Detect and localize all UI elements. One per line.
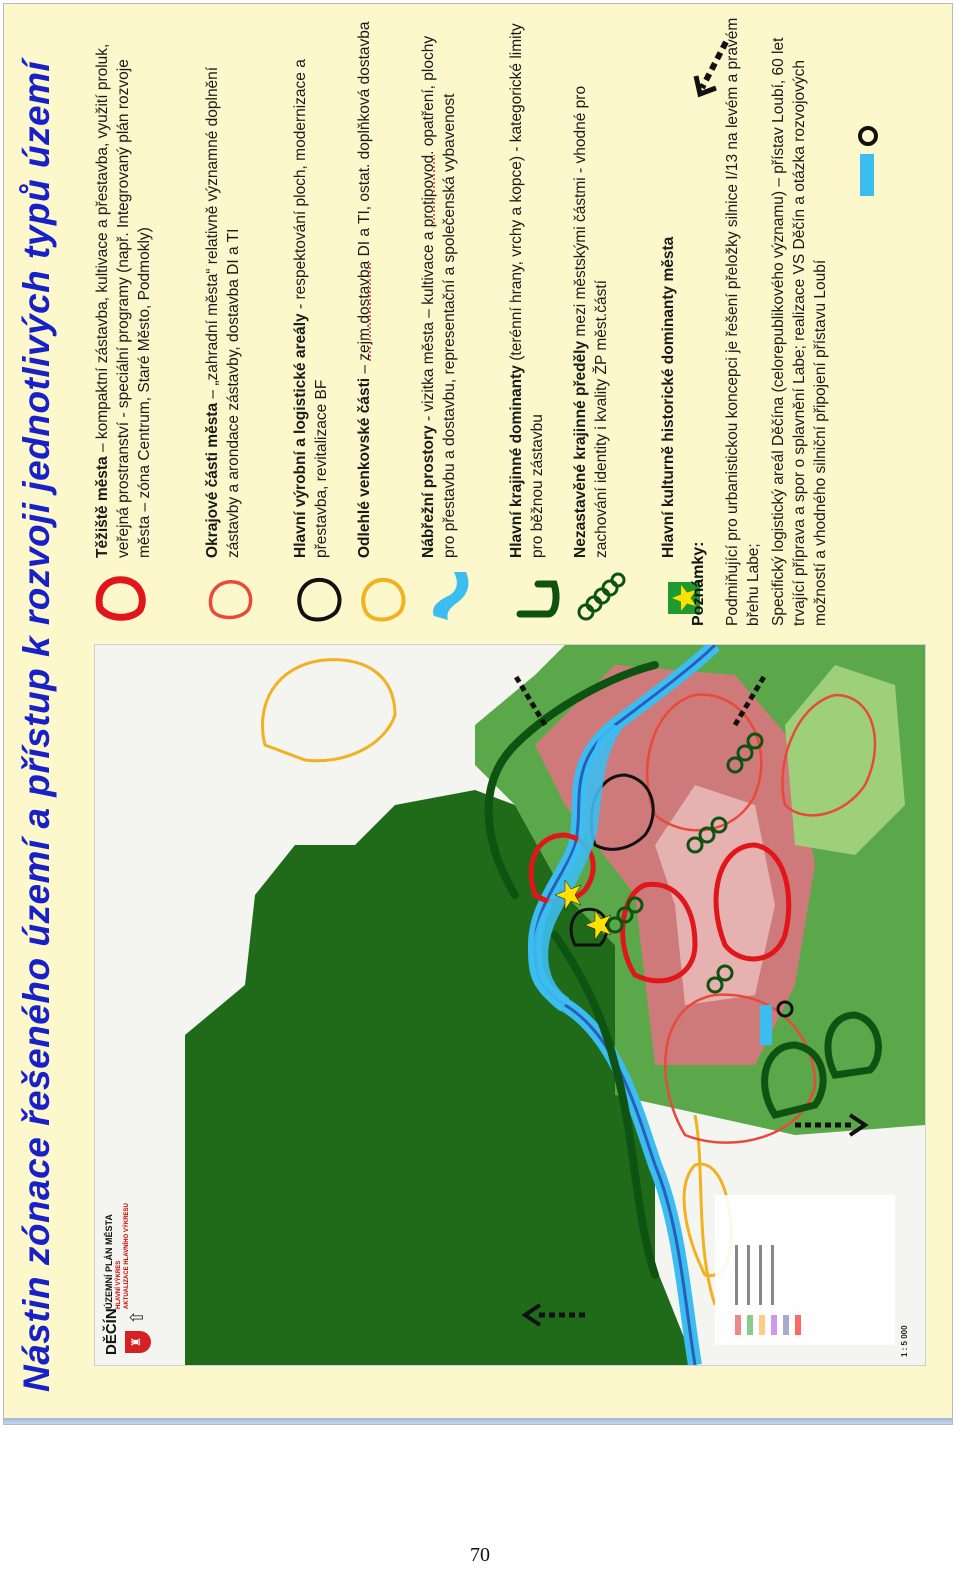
legend-title: Nábřežní prostory (420, 425, 437, 558)
map-subtitle-update: AKTUALIZACE HLAVNÍHO VÝKRESU (124, 1203, 130, 1309)
north-arrow-icon: ⇧ (127, 1309, 147, 1325)
red-thick-loop-icon (94, 564, 150, 626)
map-plan-title: ÚZEMNÍ PLÁN MĚSTA (104, 1214, 114, 1309)
red-thin-loop-icon (204, 564, 260, 626)
legend-title: Hlavní kulturně historické dominanty města (660, 236, 677, 558)
zoning-map (94, 644, 926, 1366)
coat-of-arms-icon: ♜ (125, 1331, 151, 1353)
legend-title: Nezastavěné krajinné předěly (572, 340, 589, 558)
legend-description: – kompaktní zástavba, kultivace a přestavba, využití proluk, veřejná prostranství - speciální programy (např. Integrovaný plán rozvoje města – zóna Centrum, Staré Město, Podmokly) (94, 43, 153, 558)
map-drawing (95, 645, 925, 1365)
legend-underlined: protipovod (420, 154, 437, 228)
legend-description: (terénní hrany, vrchy a kopce) - kategorické limity pro běžnou zástavbu (508, 23, 546, 558)
map-subtitle: HLAVNÍ VÝKRES (116, 1260, 122, 1309)
legend-description: - respektování ploch, modernizace a přestavba, revitalizace BF (292, 59, 330, 558)
legend-description: . opatření, plochy pro přestavbu a dostavbu, representační a společenská vybavenost (420, 35, 458, 558)
legend-description: – „zahradní města“ relativně významné doplnění zástavby a arondace zástavby, dostavba DI a TI (204, 66, 242, 558)
zoning-legend (92, 16, 952, 626)
green-coils-icon (572, 564, 628, 626)
port-band-icon (860, 154, 874, 196)
slide-content (4, 4, 953, 1425)
note-2: Specifický logistický areál Děčína (celorepublikového významu) – přístav Loubí, 60 let trvající příprava a spor o splavnění Labe; realizace VS Děčín a otázka rozvojových možností a vhodného silniční připojení přístavu Loubí (770, 37, 829, 626)
page-title: Nástin zónace řešeného území a přístup k rozvoji jednotlivých typů území (16, 60, 57, 1392)
dashed-arrow-icon (692, 36, 732, 106)
legend-description-pre: - vizitka města – kultivace a (420, 227, 437, 426)
legend-title: Okrajové části města (204, 402, 221, 558)
black-loop-icon (292, 564, 348, 626)
page-number: 70 (470, 1544, 490, 1566)
legend-underlined: zejm.dostavba (356, 260, 373, 361)
legend-description: mezi městskými částmi - vhodné pro zachování identity i kvality ŽP měst.částí (572, 85, 610, 558)
legend-description-pre: – (356, 360, 373, 378)
note-1: Podmiňující pro urbanistickou koncepci je řešení přeložky silnice I/13 na levém a pravém břehu Labe; (724, 17, 762, 626)
legend-title: Odlehlé venkovské části (356, 377, 373, 558)
port-circle-icon (858, 126, 878, 146)
notes-heading: Poznámky: (690, 541, 707, 626)
yellow-loop-icon (356, 564, 412, 626)
legend-title: Těžiště města (94, 456, 111, 558)
legend-title: Hlavní krajinné dominanty (508, 365, 525, 558)
map-scale: 1 : 5 000 (900, 1325, 909, 1357)
blue-band-icon (420, 564, 476, 626)
legend-description: DI a TI, ostat. doplňková dostavba (356, 21, 373, 261)
legend-title: Hlavní výrobní a logistické areály (292, 313, 309, 558)
slide-bottom-edge (4, 1418, 952, 1424)
slide (3, 3, 953, 1425)
green-hook-icon (508, 564, 564, 626)
map-header (103, 1155, 173, 1355)
map-city-name: DĚČÍN (103, 1308, 120, 1355)
